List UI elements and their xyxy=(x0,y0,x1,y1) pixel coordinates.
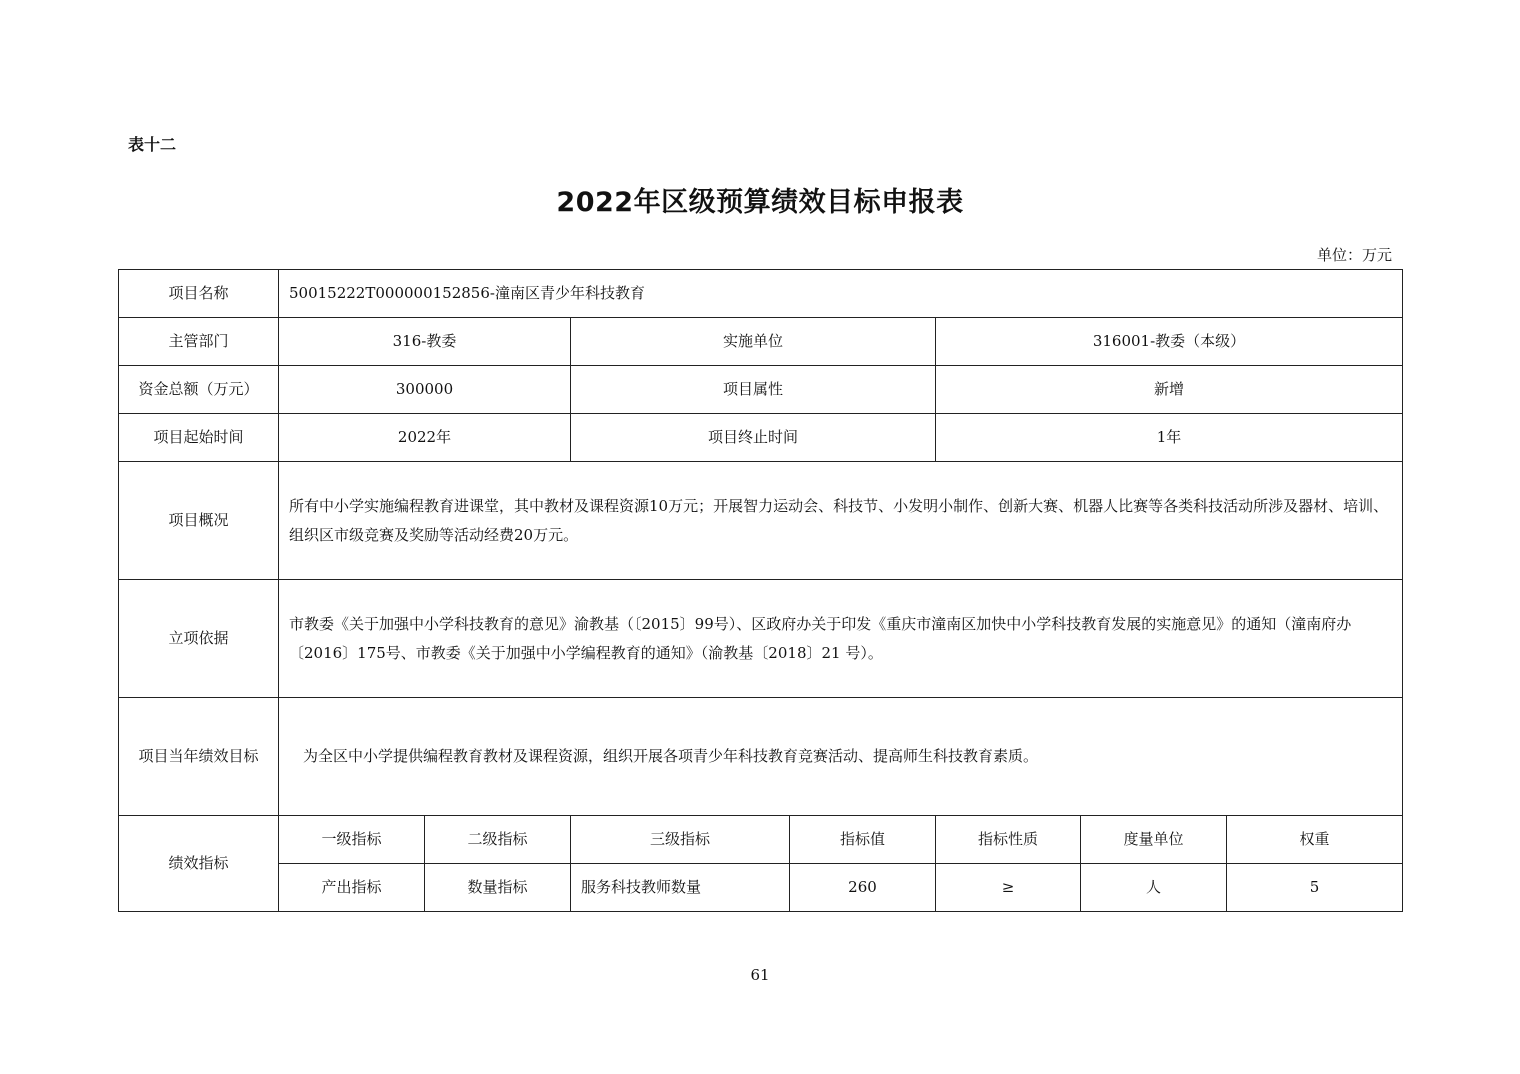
unit-label: 单位：万元 xyxy=(1316,246,1392,264)
indicator-weight: 5 xyxy=(1227,864,1403,912)
period-row xyxy=(119,414,1403,462)
project-attribute-value: 新增 xyxy=(936,366,1403,414)
indicator-header-row xyxy=(119,816,1403,864)
performance-target-table xyxy=(118,269,1403,912)
fund-total-value: 300000 xyxy=(279,366,571,414)
department-row xyxy=(119,318,1403,366)
indicator-value: 260 xyxy=(790,864,936,912)
annual-goal-value: 为全区中小学提供编程教育教材及课程资源，组织开展各项青少年科技教育竞赛活动、提高师生科技教育素质。 xyxy=(279,698,1403,816)
implementing-unit-label: 实施单位 xyxy=(571,318,936,366)
annual-goal-label: 项目当年绩效目标 xyxy=(119,698,279,816)
fund-total-label: 资金总额（万元） xyxy=(119,366,279,414)
overview-label: 项目概况 xyxy=(119,462,279,580)
project-name-label: 项目名称 xyxy=(119,270,279,318)
overview-value: 所有中小学实施编程教育进课堂，其中教材及课程资源10万元；开展智力运动会、科技节、小发明小制作、创新大赛、机器人比赛等各类科技活动所涉及器材、培训、组织区市级竞赛及奖励等活动经费20万元。 xyxy=(279,462,1403,580)
project-attribute-label: 项目属性 xyxy=(571,366,936,414)
project-name-value: 50015222T000000152856-潼南区青少年科技教育 xyxy=(279,270,1403,318)
page-number: 61 xyxy=(750,966,770,984)
start-time-label: 项目起始时间 xyxy=(119,414,279,462)
indicator-level1: 产出指标 xyxy=(279,864,425,912)
header-indicator-nature: 指标性质 xyxy=(936,816,1081,864)
basis-value: 市教委《关于加强中小学科技教育的意见》渝教基（〔2015〕99号）、区政府办关于印发《重庆市潼南区加快中小学科技教育发展的实施意见》的通知（潼南府办〔2016〕175号、市教委《关于加强中小学编程教育的通知》（渝教基〔2018〕21 号）。 xyxy=(279,580,1403,698)
implementing-unit-value: 316001-教委（本级） xyxy=(936,318,1403,366)
department-value: 316-教委 xyxy=(279,318,571,366)
start-time-value: 2022年 xyxy=(279,414,571,462)
indicators-section-label: 绩效指标 xyxy=(119,816,279,912)
header-level3: 三级指标 xyxy=(571,816,790,864)
annual-goal-row xyxy=(119,698,1403,816)
department-label: 主管部门 xyxy=(119,318,279,366)
fund-row xyxy=(119,366,1403,414)
indicator-unit: 人 xyxy=(1081,864,1227,912)
header-weight: 权重 xyxy=(1227,816,1403,864)
project-name-row xyxy=(119,270,1403,318)
table-row xyxy=(119,864,1403,912)
header-level1: 一级指标 xyxy=(279,816,425,864)
overview-row xyxy=(119,462,1403,580)
document-title: 2022年区级预算绩效目标申报表 xyxy=(556,187,964,218)
basis-row xyxy=(119,580,1403,698)
indicator-level2: 数量指标 xyxy=(425,864,571,912)
header-level2: 二级指标 xyxy=(425,816,571,864)
end-time-value: 1年 xyxy=(936,414,1403,462)
header-measure-unit: 度量单位 xyxy=(1081,816,1227,864)
basis-label: 立项依据 xyxy=(119,580,279,698)
indicator-level3: 服务科技教师数量 xyxy=(571,864,790,912)
header-indicator-value: 指标值 xyxy=(790,816,936,864)
table-number: 表十二 xyxy=(128,135,177,154)
indicator-nature: ≥ xyxy=(936,864,1081,912)
end-time-label: 项目终止时间 xyxy=(571,414,936,462)
